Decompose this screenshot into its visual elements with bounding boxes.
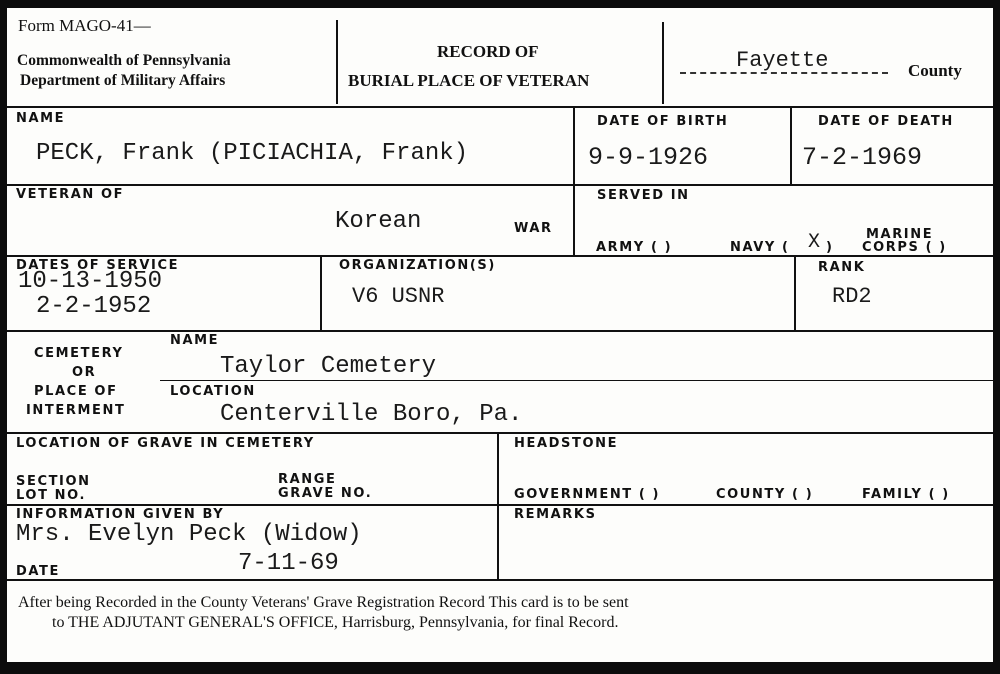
range-label: RANGE [278, 472, 337, 487]
agency-line-1: Commonwealth of Pennsylvania [17, 52, 231, 69]
cemetery-name-rule [160, 380, 993, 381]
rule-1 [7, 106, 993, 108]
divider-birth-death [790, 107, 792, 184]
rank-label: RANK [818, 260, 866, 275]
veteran-name: PECK, Frank (PICIACHIA, Frank) [36, 140, 469, 167]
header-divider-1 [336, 20, 338, 104]
cemetery-side-label-3: PLACE OF [34, 384, 118, 399]
rule-2 [7, 184, 993, 186]
death-label: DATE OF DEATH [818, 114, 954, 129]
county-underline [680, 72, 888, 74]
cemetery-name-value: Taylor Cemetery [220, 353, 437, 380]
frame-bottom [0, 662, 1000, 674]
rank-value: RD2 [832, 284, 872, 309]
header-divider-2 [662, 22, 664, 104]
county-label: County [908, 61, 962, 80]
frame-top [0, 0, 1000, 8]
death-date: 7-2-1969 [802, 143, 923, 172]
form-title-line-1: RECORD OF [437, 42, 539, 61]
rule-4 [7, 330, 993, 332]
headstone-county: COUNTY ( ) [716, 487, 814, 502]
info-date-label: DATE [16, 564, 60, 579]
war-value: Korean [335, 208, 422, 235]
headstone-family: FAMILY ( ) [862, 487, 950, 502]
divider-dates-org [320, 256, 322, 331]
rule-7 [7, 579, 993, 581]
rule-3 [7, 255, 993, 257]
cemetery-side-label-4: INTERMENT [26, 403, 126, 418]
form-id: Form MAGO-41— [18, 16, 151, 35]
headstone-government: GOVERNMENT ( ) [514, 487, 661, 502]
organization-label: ORGANIZATION(S) [339, 258, 496, 273]
information-given-by-label: INFORMATION GIVEN BY [16, 507, 225, 522]
marine-label-1: MARINE [866, 227, 934, 242]
footer-line-1: After being Recorded in the County Veterans' Grave Registration Record This card is to be sent [18, 594, 629, 611]
section-label: SECTION [16, 474, 91, 489]
birth-date: 9-9-1926 [588, 143, 709, 172]
navy-option: NAVY ( [730, 240, 790, 255]
remarks-label: REMARKS [514, 507, 597, 522]
navy-check-mark: X [808, 231, 821, 254]
navy-option-close: ) [826, 240, 834, 255]
agency-line-2: Department of Military Affairs [20, 72, 226, 89]
frame-right [993, 0, 1000, 674]
grave-no-label: GRAVE NO. [278, 486, 373, 501]
name-label: NAME [16, 111, 66, 126]
divider-grave-headstone [497, 433, 499, 579]
grave-location-label: LOCATION OF GRAVE IN CEMETERY [16, 436, 315, 451]
cemetery-name-label: NAME [170, 333, 220, 348]
cemetery-side-label-1: CEMETERY [34, 346, 124, 361]
dates-of-service-label: DATES OF SERVICE [16, 258, 180, 273]
divider-name-birth [573, 107, 575, 255]
form-title-line-2: BURIAL PLACE OF VETERAN [348, 71, 590, 90]
organization-value: V6 USNR [352, 284, 445, 309]
service-end-date: 2-2-1952 [36, 293, 152, 320]
rule-5 [7, 432, 993, 434]
army-option: ARMY ( ) [596, 240, 673, 255]
marine-label-2: CORPS ( ) [862, 240, 947, 255]
birth-label: DATE OF BIRTH [597, 114, 729, 129]
lot-label: LOT NO. [16, 488, 87, 503]
frame-left [0, 0, 7, 674]
rule-6 [7, 504, 993, 506]
divider-org-rank [794, 256, 796, 331]
war-label: WAR [514, 221, 553, 236]
headstone-label: HEADSTONE [514, 436, 619, 451]
footer-line-2: to THE ADJUTANT GENERAL'S OFFICE, Harrisburg, Pennsylvania, for final Record. [52, 614, 619, 631]
service-start-date: 10-13-1950 [18, 268, 163, 295]
cemetery-location-value: Centerville Boro, Pa. [220, 401, 523, 428]
served-in-label: SERVED IN [597, 188, 690, 203]
cemetery-side-label-2: OR [72, 365, 97, 380]
informant-name: Mrs. Evelyn Peck (Widow) [16, 521, 362, 548]
veteran-of-label: VETERAN OF [16, 187, 125, 202]
county-value: Fayette [736, 48, 829, 73]
info-date-value: 7-11-69 [238, 550, 339, 577]
cemetery-location-label: LOCATION [170, 384, 256, 399]
